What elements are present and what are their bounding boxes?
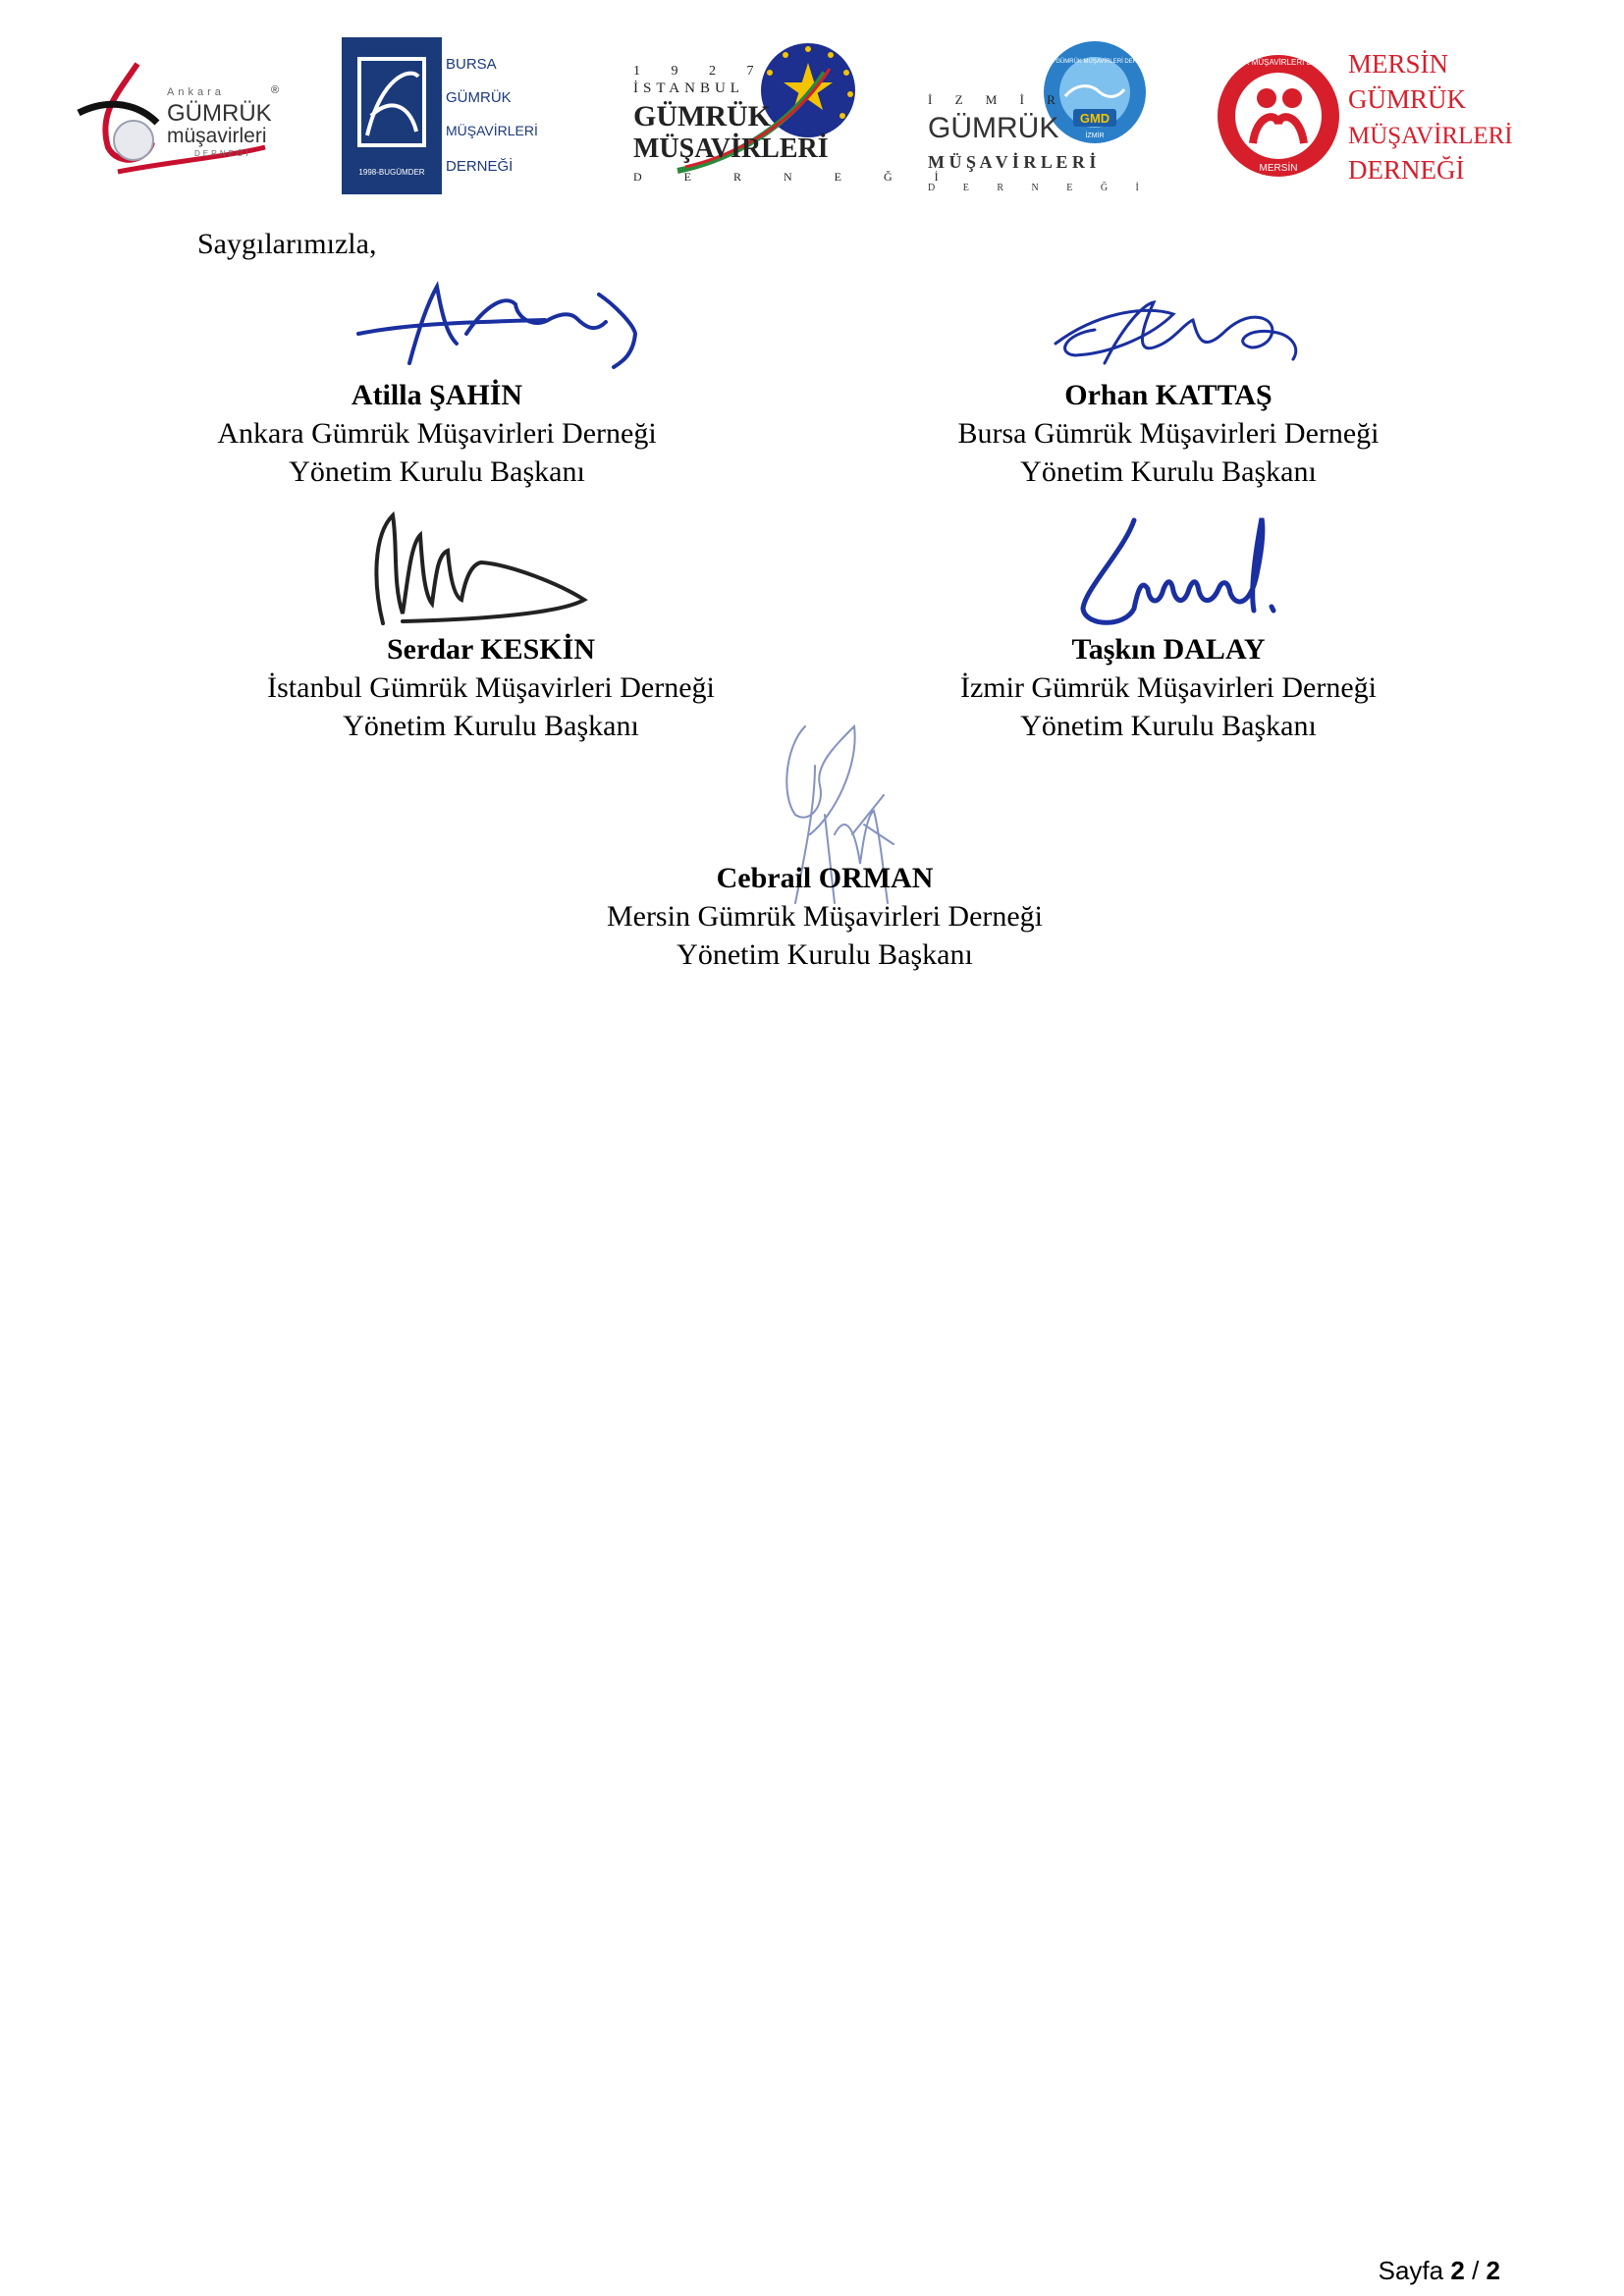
signatory-org: Mersin Gümrük Müşavirleri Derneği (606, 900, 1044, 933)
izmir-logo-text-1: GÜMRÜK (928, 112, 1059, 144)
mersin-logo-ring-text: GÜMRÜK MÜŞAVİRLERİ DERNEĞİ (1214, 58, 1343, 67)
signatory-ankara (93, 376, 781, 491)
mersin-logo-text-4: DERNEĞİ (1348, 155, 1465, 185)
signature-izmir (1065, 510, 1291, 633)
ankara-logo-reg: ® (271, 84, 280, 96)
ankara-logo-text-2: GÜMRÜK (167, 100, 272, 127)
izmir-logo-ring-top: İZMİR GÜMRÜK MÜŞAVİRLERİ DERNEĞİ (1038, 59, 1152, 65)
istanbul-logo-city: İSTANBUL (633, 80, 744, 96)
mersin-logo-text-3: MÜŞAVİRLERİ (1348, 123, 1513, 149)
bursa-logo-text-3: MÜŞAVİRLERİ (446, 123, 538, 138)
ankara-logo-text-1: Ankara (167, 86, 225, 98)
istanbul-logo-text-1: GÜMRÜK (633, 100, 771, 133)
signatory-bursa (825, 376, 1512, 491)
signatory-istanbul (147, 630, 835, 745)
signatory-name: Atilla ŞAHİN (351, 379, 523, 411)
bursa-logo (342, 37, 538, 194)
izmir-logo-text-2: M Ü Ş A V İ R L E R İ (928, 152, 1097, 172)
signatory-title: Yönetim Kurulu Başkanı (1020, 455, 1317, 488)
closing-salutation: Saygılarımızla, (197, 228, 377, 260)
page-number-prefix: Sayfa (1378, 2256, 1444, 2285)
signatory-title: Yönetim Kurulu Başkanı (289, 455, 585, 488)
signatory-org: Ankara Gümrük Müşavirleri Derneği (217, 417, 657, 450)
signatory-mersin (481, 859, 1168, 974)
ankara-logo-text-3: müşavirleri (167, 125, 267, 147)
ankara-logo-text-4: DERNEĞİ (194, 149, 251, 158)
signature-ankara (349, 275, 653, 373)
mersin-logo (1214, 35, 1513, 197)
signatory-name: Serdar KESKİN (387, 633, 595, 666)
istanbul-logo-year: 1 9 2 7 (633, 64, 768, 79)
mersin-logo-ring-bottom: MERSİN (1259, 163, 1298, 174)
izmir-logo-city: İ Z M İ R (928, 92, 1065, 107)
signatory-org: İzmir Gümrük Müşavirleri Derneği (959, 671, 1378, 704)
signature-istanbul (363, 506, 599, 628)
page-number-current: 2 (1450, 2256, 1465, 2285)
signatory-org: İstanbul Gümrük Müşavirleri Derneği (267, 671, 715, 704)
signatory-title: Yönetim Kurulu Başkanı (677, 938, 973, 971)
izmir-logo (928, 35, 1152, 197)
mersin-logo-text-1: MERSİN (1348, 49, 1449, 79)
page-number-total: 2 (1486, 2256, 1500, 2285)
signatory-name: Cebrail ORMAN (716, 862, 934, 894)
izmir-logo-badge: GMD (1079, 111, 1110, 126)
signatory-title: Yönetim Kurulu Başkanı (343, 710, 639, 742)
signatory-name: Orhan KATTAŞ (1064, 379, 1272, 411)
istanbul-logo (628, 33, 958, 190)
page-number-separator: / (1472, 2256, 1480, 2285)
mersin-logo-text-2: GÜMRÜK (1348, 84, 1467, 114)
signatory-izmir (825, 630, 1512, 745)
page-number (1379, 2256, 1500, 2286)
bursa-logo-text-1: BURSA (446, 56, 497, 73)
signatory-org: Bursa Gümrük Müşavirleri Derneği (957, 417, 1380, 450)
signatory-title: Yönetim Kurulu Başkanı (1020, 710, 1317, 742)
izmir-logo-ring-bottom: İZMİR (1085, 133, 1105, 139)
izmir-logo-text-3: D E R N E Ğ İ (928, 183, 1152, 193)
bursa-logo-footer: 1998-BUGÜMDER (358, 168, 425, 177)
signature-bursa (1036, 285, 1321, 383)
istanbul-logo-text-3: D E R N E Ğ İ (633, 170, 958, 184)
bursa-logo-text-2: GÜMRÜK (446, 89, 512, 106)
signatory-name: Taşkın DALAY (1071, 633, 1266, 666)
ankara-logo (79, 54, 285, 172)
istanbul-logo-text-2: MÜŞAVİRLERİ (633, 133, 829, 164)
bursa-logo-text-4: DERNEĞİ (446, 158, 514, 175)
